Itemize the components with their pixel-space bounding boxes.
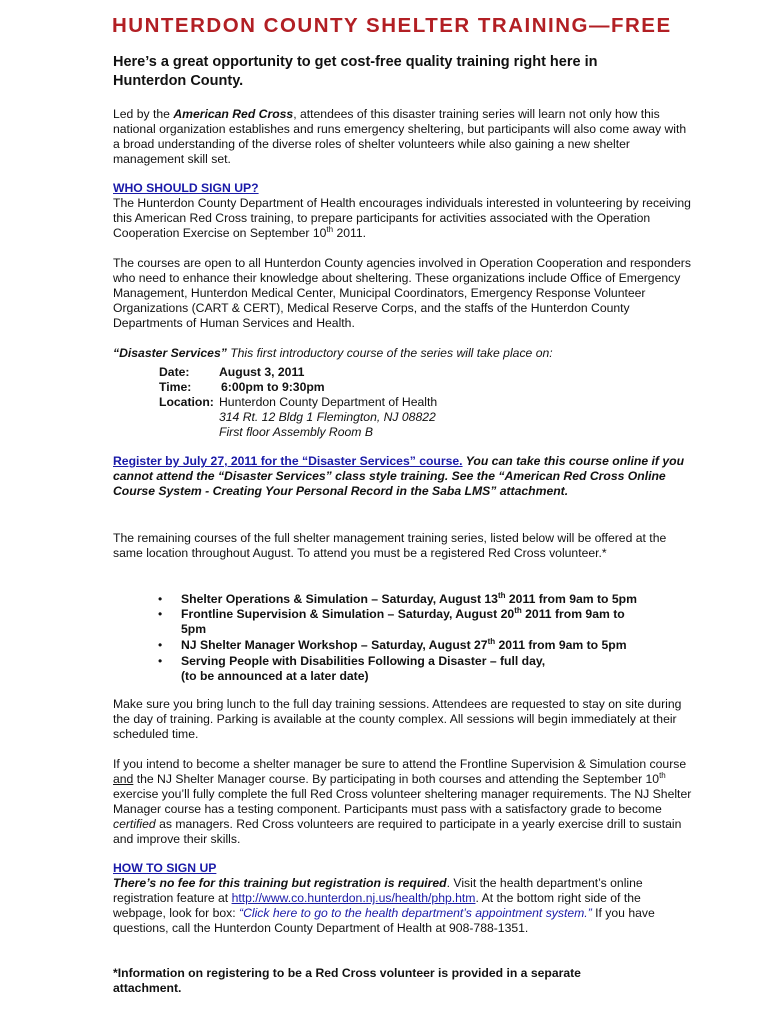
appointment-box-text: “Click here to go to the health department’s appointment system.”: [239, 906, 592, 920]
bullet-dot: •: [158, 654, 163, 668]
location-room: First floor Assembly Room B: [219, 425, 373, 439]
who-sup: th: [326, 225, 334, 234]
howto-text-a: . Visit the health department’s online registration feature at: [113, 876, 643, 905]
manager-text-c: exercise you’ll fully complete the full Red Cross volunteer sheltering manager requirements. The NJ Shelter Manager course has a testing component. Participants must pass with a satisfactory grade to become: [113, 787, 692, 816]
bullet-dot: •: [158, 638, 163, 652]
howto-text-c: If you have questions, call the Hunterdon County Department of Health at 908-788-1351.: [113, 906, 655, 935]
howto-fee: There’s no fee for this training but registration is required: [113, 876, 447, 890]
manager-text-b: the NJ Shelter Manager course. By participating in both courses and attending the September 10: [133, 772, 660, 786]
bullet-text: Shelter Operations & Simulation – Saturday, August 13: [181, 592, 498, 606]
course-intro-text: This first introductory course of the series will take place on:: [226, 346, 553, 360]
manager-text-a: If you intend to become a shelter manager be sure to attend the Frontline Supervision & Simulation course: [113, 757, 687, 771]
bullet-dot: •: [158, 592, 163, 606]
course-name: “Disaster Services”: [113, 346, 227, 360]
location-value: Hunterdon County Department of Health: [219, 395, 438, 409]
time-value: 6:00pm to 9:30pm: [221, 380, 325, 394]
manager-and: and: [113, 772, 134, 786]
time-label: Time:: [159, 380, 192, 394]
location-label: Location:: [159, 395, 214, 409]
manager-text-d: as managers. Red Cross volunteers are required to participate in a yearly exercise drill to sustain and improve their skills.: [113, 817, 682, 846]
register-link[interactable]: Register by July 27, 2011 for the “Disaster Services” course.: [113, 454, 463, 468]
audience-paragraph: The courses are open to all Hunterdon County agencies involved in Operation Cooperation and responders who need to enhance their knowledge about sheltering. These organizations include Office of Emergency Management, Hunterdon Medical Center, Municipal Coordinators, Emergency Response Volunteer Organizations (CART & CERT), Medical Reserve Corps, and the staffs of the Hunterdon County Departments of Human Services and Health.: [113, 256, 691, 330]
bullet-item: [181, 592, 681, 607]
bullet-item: [181, 654, 681, 684]
register-note: You can take this course online if you cannot attend the “Disaster Services” class style training. See the “American Red Cross Online Course System - Creating Your Personal Record in the Saba LMS” attachment.: [113, 454, 685, 498]
who-heading: WHO SHOULD SIGN UP?: [113, 181, 259, 195]
bullet-text: NJ Shelter Manager Workshop – Saturday, August 27: [181, 638, 488, 652]
lunch-paragraph: Make sure you bring lunch to the full day training sessions. Attendees are requested to stay on site during the day of training. Parking is available at the county complex. All sessions will begin immediately at their scheduled time.: [113, 697, 682, 741]
howto-text-b: . At the bottom right side of the webpage, look for box:: [113, 891, 641, 920]
who-text-end: 2011.: [333, 226, 367, 240]
bullet-sup: th: [514, 606, 522, 615]
date-value: August 3, 2011: [219, 365, 305, 379]
bullet-sup: th: [487, 637, 496, 646]
intro-suffix: , attendees of this disaster training series will learn not only how this national organization establishes and runs emergency sheltering, but participants will also come away with a broad understanding of the diverse roles of shelter volunteers while also gaining a new shelter management skill set.: [113, 107, 687, 166]
howto-section: [113, 861, 693, 936]
manager-sup: th: [659, 771, 666, 780]
intro-paragraph: [113, 107, 693, 167]
remaining-paragraph: The remaining courses of the full shelter management training series, listed below will be offered at the same location throughout August. To attend you must be a registered Red Cross volunteer.*: [113, 531, 667, 560]
bullet-text-end: 2011 from 9am to 5pm: [181, 607, 625, 636]
registration-url-link[interactable]: http://www.co.hunterdon.nj.us/health/php.htm: [231, 891, 476, 905]
howto-heading: HOW TO SIGN UP: [113, 861, 217, 875]
course-intro: [113, 346, 693, 361]
manager-certified: certified: [113, 817, 156, 831]
bullet-item: [181, 607, 651, 637]
subtitle: Here’s a great opportunity to get cost-free quality training right here in Hunterdon County.: [113, 54, 598, 89]
manager-paragraph: [113, 757, 693, 847]
bullet-dot: •: [158, 607, 163, 621]
bullet-text: Serving People with Disabilities Following a Disaster – full day,: [181, 654, 546, 668]
footnote: *Information on registering to be a Red Cross volunteer is provided in a separate attachment.: [113, 966, 581, 995]
location-address: 314 Rt. 12 Bldg 1 Flemington, NJ 08822: [219, 410, 436, 424]
bullet-text-end: 2011 from 9am to 5pm: [505, 592, 637, 606]
register-paragraph: [113, 454, 693, 499]
who-text: The Hunterdon County Department of Health encourages individuals interested in volunteering by receiving this American Red Cross training, to prepare participants for activities associated with the Operation Cooperation Exercise on September 10: [113, 196, 691, 240]
bullet-sup: th: [497, 591, 506, 600]
bullet-text: Frontline Supervision & Simulation – Saturday, August 20: [181, 607, 515, 621]
date-label: Date:: [159, 365, 190, 379]
bullet-text-end: 2011 from 9am to 5pm: [495, 638, 627, 652]
bullet-text-line2: (to be announced at a later date): [181, 669, 369, 683]
who-section: [113, 181, 693, 241]
page-title: HUNTERDON COUNTY SHELTER TRAINING—FREE: [112, 14, 672, 37]
bullet-item: [181, 638, 681, 653]
intro-org: American Red Cross: [173, 107, 294, 121]
intro-prefix: Led by the: [113, 107, 174, 121]
